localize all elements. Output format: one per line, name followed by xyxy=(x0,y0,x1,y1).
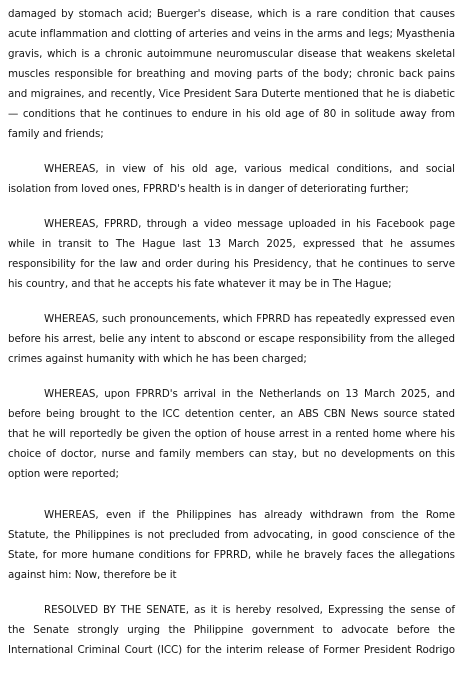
text-line: muscles responsible for breathing and moving parts of the body; chronic back pains xyxy=(8,68,455,80)
text-line: RESOLVED BY THE SENATE, as it is hereby resolved, Expressing the sense of xyxy=(44,604,455,616)
text-line: WHEREAS, FPRRD, through a video message uploaded in his Facebook page xyxy=(44,218,455,230)
text-line: WHEREAS, upon FPRRD's arrival in the Netherlands on 13 March 2025, and xyxy=(44,388,455,400)
text-line: family and friends; xyxy=(8,128,104,140)
text-line: gravis, which is a chronic autoimmune neuromuscular disease that weakens skeletal xyxy=(8,48,455,60)
text-line: while in transit to The Hague last 13 March 2025, expressed that he assumes xyxy=(8,238,455,250)
text-line: responsibility for the law and order during his Presidency, that he continues to serve xyxy=(8,258,455,270)
text-line: before being brought to the ICC detention center, an ABS CBN News source stated xyxy=(8,408,455,420)
text-line: International Criminal Court (ICC) for the interim release of Former President Rodrigo xyxy=(8,644,455,656)
text-line: before his arrest, belie any intent to abscond or escape responsibility from the alleged xyxy=(8,333,455,345)
text-line: Statute, the Philippines is not precluded from advocating, in good conscience of the xyxy=(8,529,455,541)
text-line: option were reported; xyxy=(8,468,119,480)
text-line: against him: Now, therefore be it xyxy=(8,569,177,581)
text-line: WHEREAS, in view of his old age, various medical conditions, and social xyxy=(44,163,455,175)
text-line: WHEREAS, even if the Philippines has already withdrawn from the Rome xyxy=(44,509,455,521)
text-line: crimes against humanity with which he has been charged; xyxy=(8,353,307,365)
text-line: choice of doctor, nurse and family members can stay, but no developments on this xyxy=(8,448,455,460)
text-line: — conditions that he continues to endure in his old age of 80 in solitude away from xyxy=(8,108,455,120)
text-line: and migraines, and recently, Vice President Sara Duterte mentioned that he is diabetic xyxy=(8,88,455,100)
text-line: isolation from loved ones, FPRRD's health is in danger of deteriorating further; xyxy=(8,183,409,195)
text-line: the Senate strongly urging the Philippine government to advocate before the xyxy=(8,624,455,636)
text-line: WHEREAS, such pronouncements, which FPRRD has repeatedly expressed even xyxy=(44,313,455,325)
text-line: acute inflammation and clotting of arteries and veins in the arms and legs; Myasthenia xyxy=(8,28,455,40)
text-line: State, for more humane conditions for FPRRD, while he bravely faces the allegations xyxy=(8,549,455,561)
text-line: his country, and that he accepts his fate whatever it may be in The Hague; xyxy=(8,278,392,290)
text-line: damaged by stomach acid; Buerger's disease, which is a rare condition that causes xyxy=(8,8,455,20)
text-line: that he will reportedly be given the option of house arrest in a rented home where his xyxy=(8,428,455,440)
